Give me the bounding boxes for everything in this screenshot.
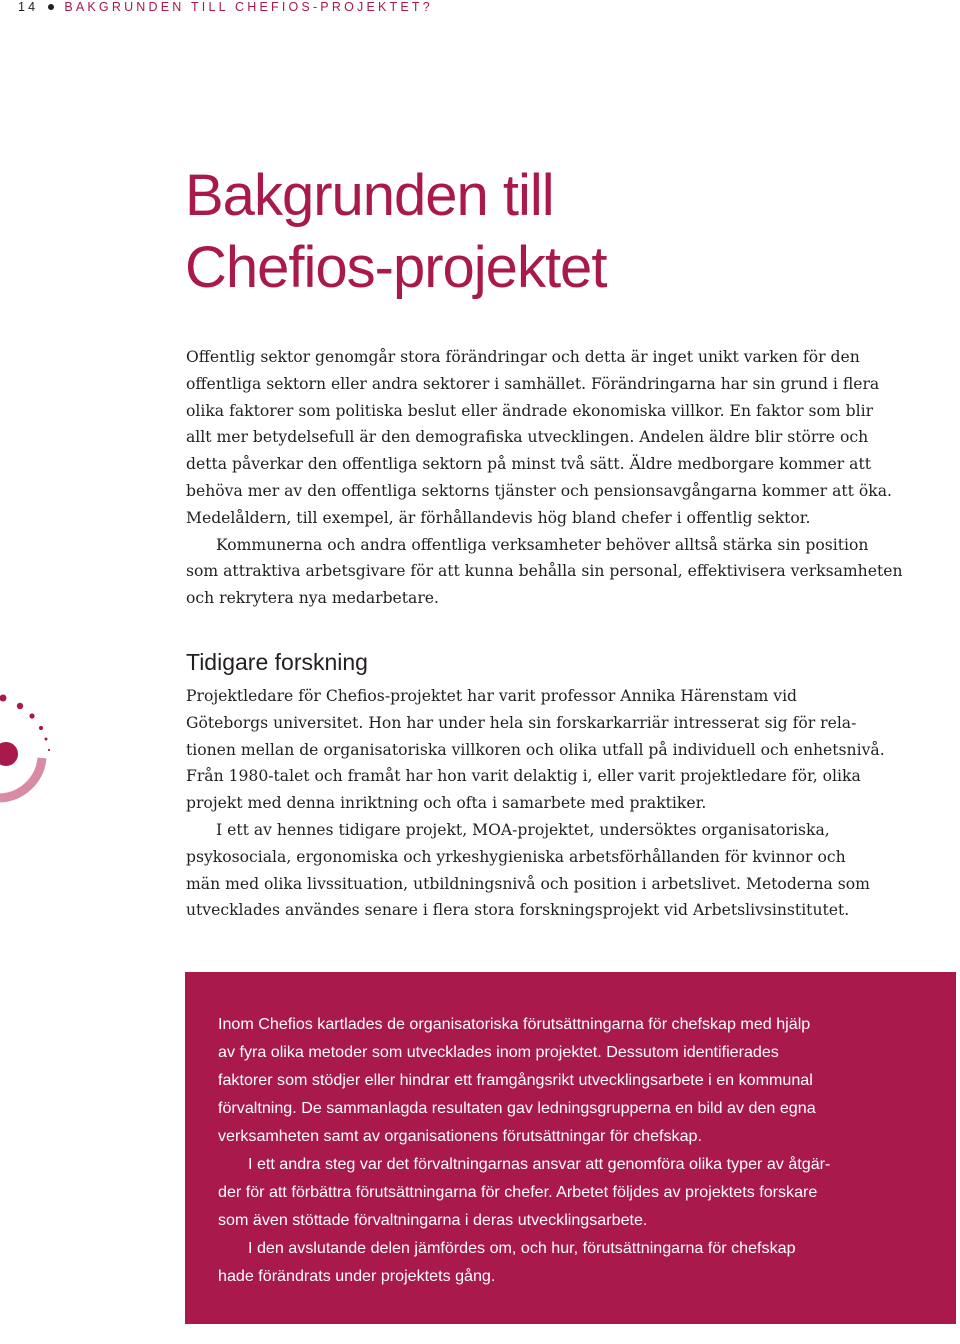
intro-line: offentliga sektorn eller andra sektorer i samhället. Förändringarna har sin grund i flera [186, 374, 880, 393]
intro-line: Offentlig sektor genomgår stora förändringar och detta är inget unikt varken för den [186, 348, 860, 366]
page-number: 14 [18, 0, 39, 14]
highlight-box [185, 972, 956, 1324]
box-line: der för att förbättra förutsättningarna för chefer. Arbetet följdes av projektets forskare [218, 1183, 818, 1201]
intro-line: allt mer betydelsefull är den demografiska utvecklingen. Andelen äldre blir större och [186, 428, 869, 447]
page-title [185, 160, 606, 304]
page-title-line-1: Bakgrunden till [185, 163, 554, 228]
intro-line: och rekrytera nya medarbetare. [186, 589, 439, 608]
box-line: av fyra olika metoder som utvecklades inom projektet. Dessutom identifierades [218, 1043, 779, 1061]
box-line: som även stöttade förvaltningarna i deras utvecklingsarbete. [218, 1211, 648, 1229]
intro-paragraph [186, 344, 903, 612]
bullet-dot-icon [48, 4, 54, 10]
research-line: Göteborgs universitet. Hon har under hela sin forskarkarriär intresserat sig för rela- [186, 713, 857, 732]
intro-line: behöva mer av den offentliga sektorns tjänster och pensionsavgångarna kommer att öka. [186, 481, 892, 500]
page-title-line-2: Chefios-projektet [185, 235, 607, 300]
research-line: män med olika livssituation, utbildningsnivå och position i arbetslivet. Metoderna som [186, 874, 870, 893]
research-paragraph [186, 683, 885, 924]
box-line: I den avslutande delen jämfördes om, och hur, förutsättningarna för chefskap [248, 1239, 796, 1257]
research-line: I ett av hennes tidigare projekt, MOA-projektet, undersöktes organisatoriska, [216, 820, 830, 839]
research-line: Från 1980-talet och framåt har hon varit delaktig i, eller varit projektledare för, olika [186, 767, 861, 786]
intro-line: som attraktiva arbetsgivare för att kunna behålla sin personal, effektivisera verksamheten [186, 562, 903, 581]
intro-line: Kommunerna och andra offentliga verksamheter behöver alltså stärka sin position [216, 535, 869, 554]
running-title: BAKGRUNDEN TILL CHEFIOS-PROJEKTET? [64, 0, 433, 14]
box-line: I ett andra steg var det förvaltningarnas ansvar att genomföra olika typer av åtgär- [248, 1155, 831, 1173]
research-line: psykosociala, ergonomiska och yrkeshygieniska arbetsförhållanden för kvinnor och [186, 847, 846, 866]
research-line: Projektledare för Chefios-projektet har varit professor Annika Härenstam vid [186, 687, 798, 705]
box-line: verksamheten samt av organisationens förutsättningar för chefskap. [218, 1127, 702, 1145]
box-line: faktorer som stödjer eller hindrar ett framgångsrikt utvecklingsarbete i en kommunal [218, 1071, 813, 1089]
intro-line: Medelåldern, till exempel, är förhållandevis hög bland chefer i offentlig sektor. [186, 508, 811, 527]
research-line: utvecklades användes senare i flera stora forskningsprojekt vid Arbetslivsinstitutet. [186, 901, 850, 920]
box-line: hade förändrats under projektets gång. [218, 1267, 496, 1285]
box-line: förvaltning. De sammanlagda resultaten gav ledningsgrupperna en bild av den egna [218, 1099, 816, 1117]
intro-line: olika faktorer som politiska beslut eller ändrade ekonomiska villkor. En faktor som blir [186, 401, 874, 420]
section-heading: Tidigare forskning [186, 649, 368, 675]
running-header [18, 0, 433, 14]
research-line: tionen mellan de organisatoriska villkoren och olika utfall på individuell och enhetsnivå. [186, 740, 885, 759]
decorative-dots-arc-icon [0, 680, 60, 810]
research-line: projekt med denna inriktning och ofta i samarbete med praktiker. [186, 794, 707, 813]
intro-line: detta påverkar den offentliga sektorn på minst två sätt. Äldre medborgare kommer att [186, 455, 871, 474]
box-line: Inom Chefios kartlades de organisatoriska förutsättningarna för chefskap med hjälp [218, 1015, 811, 1033]
highlight-box-text [218, 1010, 830, 1290]
